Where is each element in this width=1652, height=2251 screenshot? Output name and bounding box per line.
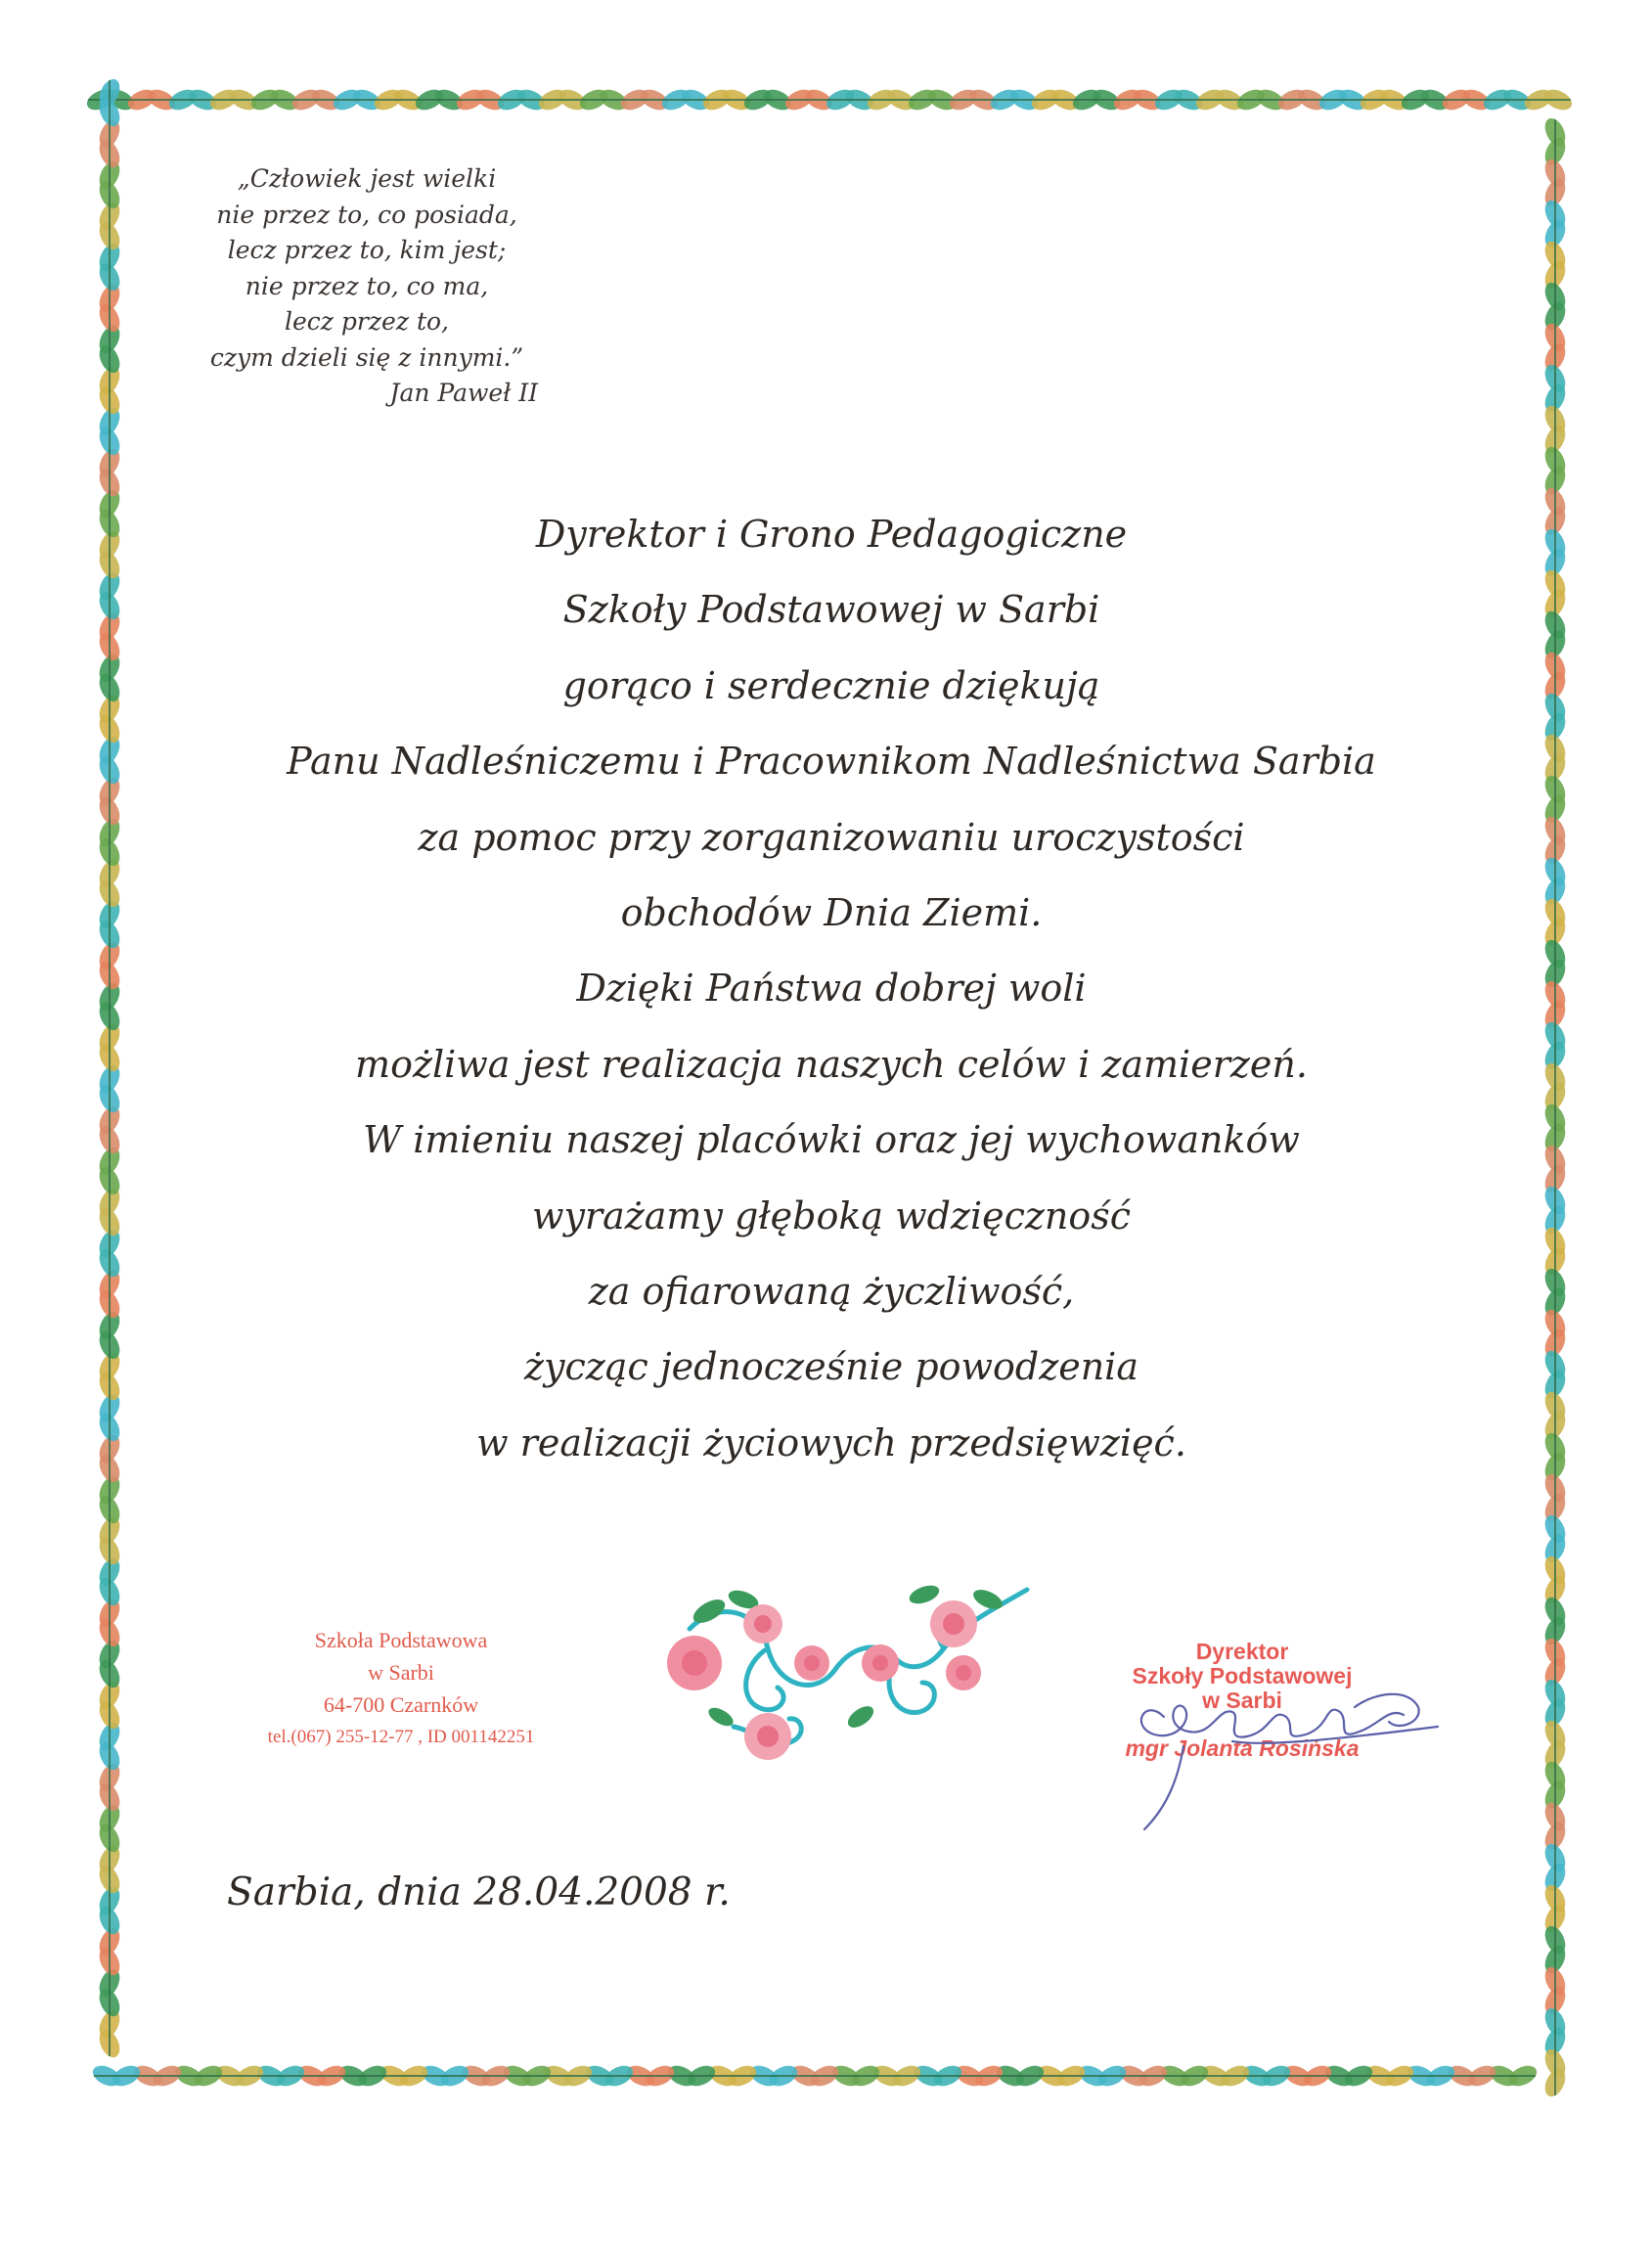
- letter-line: Dyrektor i Grono Pedagogiczne: [535, 513, 1128, 556]
- rose-center: [754, 1615, 772, 1633]
- quote-line: lecz przez to, kim jest;: [227, 236, 507, 264]
- quote-line: czym dzieli się z innymi.”: [209, 342, 524, 372]
- director-stamp-line: Szkoły Podstawowej: [1132, 1663, 1353, 1688]
- rose-center: [804, 1655, 820, 1671]
- letter-line: możliwa jest realizacja naszych celów i zamierzeń.: [355, 1042, 1308, 1086]
- vine-curl: [746, 1648, 783, 1710]
- letter-line: w realizacji życiowych przedsięwzięć.: [476, 1420, 1186, 1464]
- letter-line: Szkoły Podstawowej w Sarbi: [562, 588, 1100, 632]
- director-stamp-line: w Sarbi: [1202, 1688, 1282, 1713]
- letter-line: obchodów Dnia Ziemi.: [620, 891, 1043, 935]
- border-leaf: [90, 2062, 144, 2091]
- rose-center: [943, 1613, 964, 1635]
- rose-center: [956, 1665, 971, 1681]
- letter-line: gorąco i serdecznie dziękują: [562, 663, 1100, 707]
- handwritten-signature: [1125, 1688, 1448, 1834]
- leaf: [844, 1702, 877, 1732]
- letter-line: za pomoc przy zorganizowaniu uroczystości: [418, 815, 1245, 859]
- letter-body: [147, 497, 1516, 1481]
- school-stamp-line: 64-700 Czarnków: [323, 1692, 479, 1717]
- border-leaf: [1522, 86, 1576, 114]
- director-name: mgr Jolanta Rosińska: [1125, 1735, 1360, 1761]
- letter-line: Panu Nadleśniczemu i Pracownikom Nadleśnictwa Sarbia: [287, 740, 1376, 784]
- director-stamp-line: Dyrektor: [1195, 1639, 1289, 1664]
- quote-line: nie przez to, co ma,: [245, 271, 489, 300]
- border-leaf: [1541, 2047, 1570, 2100]
- school-stamp-line: w Sarbi: [368, 1660, 434, 1685]
- rose-center: [682, 1650, 707, 1676]
- quote-line: nie przez to, co posiada,: [216, 200, 517, 229]
- document-date: Sarbia, dnia 28.04.2008 r.: [227, 1870, 731, 1914]
- letter-line: za ofiarowaną życzliwość,: [588, 1270, 1075, 1314]
- quote-line: lecz przez to,: [285, 307, 449, 336]
- rose-center: [872, 1655, 888, 1671]
- letter-line: wyrażamy głęboką wdzięczność: [531, 1193, 1132, 1238]
- rose-center: [757, 1726, 779, 1747]
- rose-ornament: [650, 1570, 1056, 1766]
- leaf: [970, 1586, 1005, 1613]
- school-stamp: [196, 1624, 606, 1753]
- epigraph-quote: [176, 161, 558, 412]
- quote-line: „Człowiek jest wielki: [237, 164, 497, 193]
- letter-line: Dzięki Państwa dobrej woli: [576, 967, 1087, 1011]
- quote-author: Jan Paweł II: [389, 379, 538, 407]
- school-stamp-line: Szkoła Podstawowa: [314, 1628, 488, 1652]
- school-stamp-contact: tel.(067) 255-12-77 , ID 001142251: [267, 1727, 535, 1747]
- letter-line: życząc jednocześnie powodzenia: [524, 1345, 1139, 1389]
- letter-line: W imieniu naszej placówki oraz jej wychowanków: [363, 1118, 1300, 1162]
- leaf: [907, 1582, 942, 1607]
